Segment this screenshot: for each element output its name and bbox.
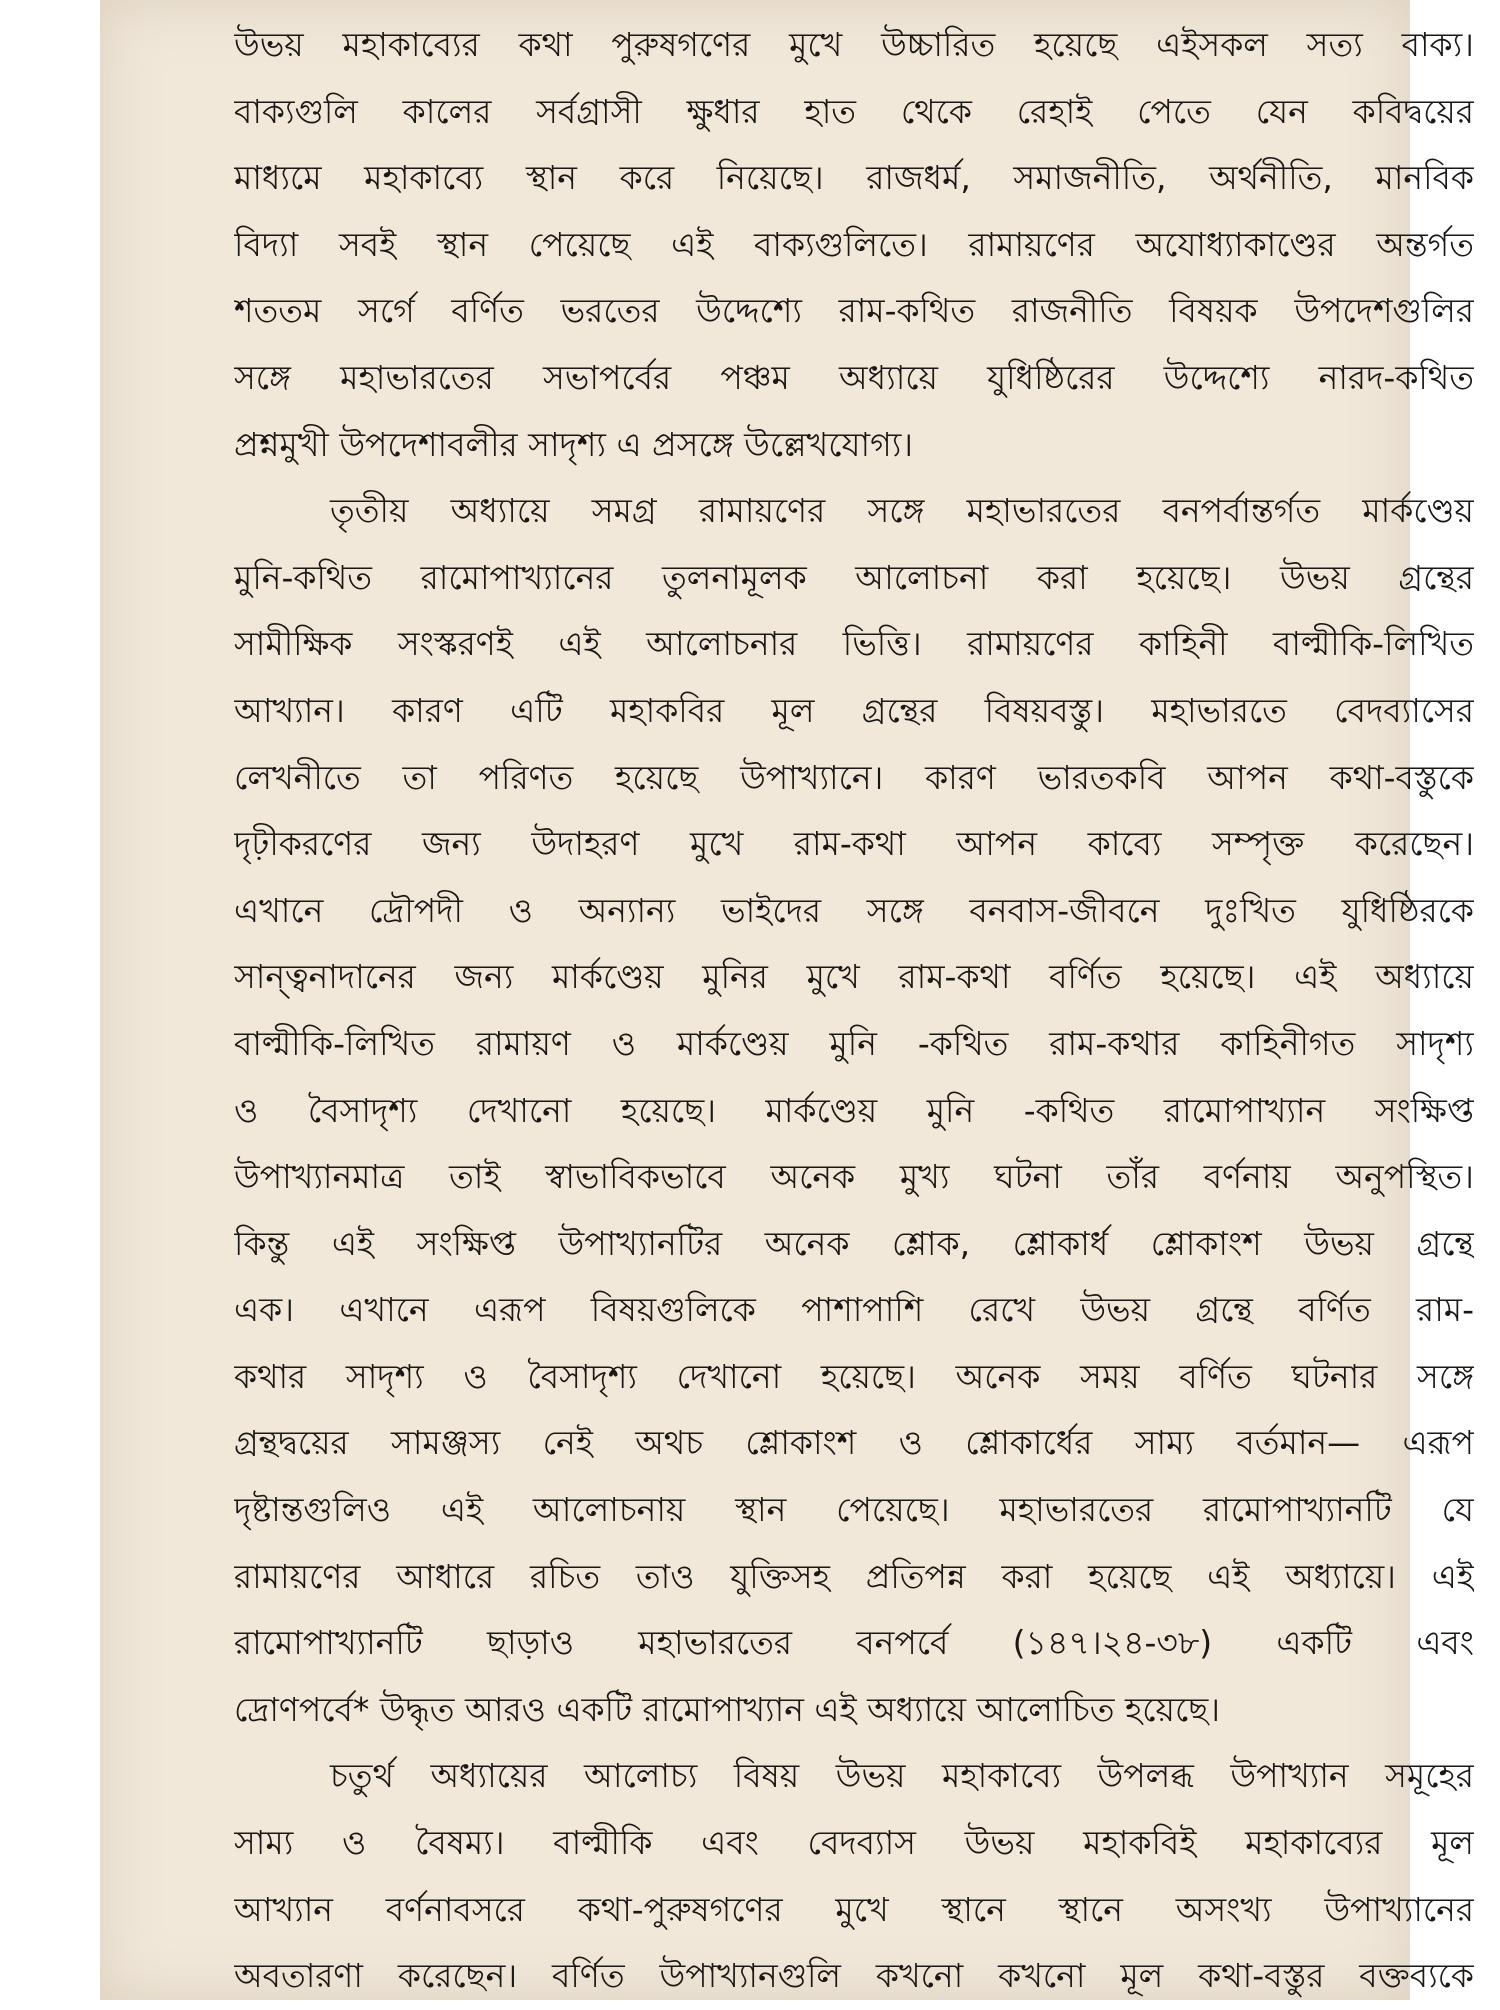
text-line: এক। এখানে এরূপ বিষয়গুলিকে পাশাপাশি রেখে উভয় গ্রন্থে বর্ণিত রাম-: [234, 1290, 1474, 1330]
text-line: বাক্যগুলি কালের সর্বগ্রাসী ক্ষুধার হাত থেকে রেহাই পেতে যেন কবিদ্বয়ের: [234, 91, 1474, 131]
text-line: প্রশ্নমুখী উপদেশাবলীর সাদৃশ্য এ প্রসঙ্গে উল্লেখযোগ্য।: [234, 424, 914, 464]
text-line: দ্রোণপর্বে* উদ্ধৃত আরও একটি রামোপাখ্যান এই অধ্যায়ে আলোচিত হয়েছে।: [234, 1689, 1221, 1729]
text-line: বিদ্যা সবই স্থান পেয়েছে এই বাক্যগুলিতে। রামায়ণের অযোধ্যাকাণ্ডের অন্তর্গত: [234, 224, 1474, 264]
text-line: বাল্মীকি-লিখিত রামায়ণ ও মার্কণ্ডেয় মুনি -কথিত রাম-কথার কাহিনীগত সাদৃশ্য: [234, 1023, 1474, 1063]
text-line: উপাখ্যানমাত্র তাই স্বাভাবিকভাবে অনেক মুখ্য ঘটনা তাঁর বর্ণনায় অনুপস্থিত।: [234, 1157, 1474, 1197]
text-line: রামায়ণের আধারে রচিত তাও যুক্তিসহ প্রতিপন্ন করা হয়েছে এই অধ্যায়ে। এই: [234, 1556, 1474, 1596]
text-line: গ্রন্থদ্বয়ের সামঞ্জস্য নেই অথচ শ্লোকাংশ ও শ্লোকার্ধের সাম্য বর্তমান— এরূপ: [234, 1423, 1474, 1463]
text-line: দৃষ্টান্তগুলিও এই আলোচনায় স্থান পেয়েছে। মহাভারতের রামোপাখ্যানটি যে: [234, 1490, 1474, 1530]
text-line: সামীক্ষিক সংস্করণই এই আলোচনার ভিত্তি। রামায়ণের কাহিনী বাল্মীকি-লিখিত: [234, 624, 1474, 664]
text-line: লেখনীতে তা পরিণত হয়েছে উপাখ্যানে। কারণ ভারতকবি আপন কথা-বস্তুকে: [234, 757, 1474, 797]
paragraph-start-line: তৃতীয় অধ্যায়ে সমগ্র রামায়ণের সঙ্গে মহাভারতের বনপর্বান্তর্গত মার্কণ্ডেয়: [330, 491, 1474, 531]
text-line: দৃঢ়ীকরণের জন্য উদাহরণ মুখে রাম-কথা আপন কাব্যে সম্পৃক্ত করেছেন।: [234, 824, 1474, 864]
paragraph-start-line: চতুর্থ অধ্যায়ের আলোচ্য বিষয় উভয় মহাকাব্যে উপলব্ধ উপাখ্যান সমূহের: [330, 1756, 1474, 1796]
text-line: রামোপাখ্যানটি ছাড়াও মহাভারতের বনপর্বে (১৪৭।২৪-৩৮) একটি এবং: [234, 1623, 1474, 1663]
text-line: উভয় মহাকাব্যের কথা পুরুষগণের মুখে উচ্চারিত হয়েছে এইসকল সত্য বাক্য।: [234, 25, 1474, 64]
text-line: ও বৈসাদৃশ্য দেখানো হয়েছে। মার্কণ্ডেয় মুনি -কথিত রামোপাখ্যান সংক্ষিপ্ত: [234, 1090, 1474, 1130]
book-page: [100, 0, 1474, 2000]
text-line: আখ্যান। কারণ এটি মহাকবির মূল গ্রন্থের বিষয়বস্তু। মহাভারতে বেদব্যাসের: [234, 690, 1474, 730]
text-line: কিন্তু এই সংক্ষিপ্ত উপাখ্যানটির অনেক শ্লোক, শ্লোকার্ধ শ্লোকাংশ উভয় গ্রন্থে: [234, 1223, 1474, 1263]
body-text: [234, 12, 1474, 2010]
text-line: শততম সর্গে বর্ণিত ভরতের উদ্দেশ্যে রাম-কথিত রাজনীতি বিষয়ক উপদেশগুলির: [234, 291, 1474, 331]
text-line: মাধ্যমে মহাকাব্যে স্থান করে নিয়েছে। রাজধর্ম, সমাজনীতি, অর্থনীতি, মানবিক: [234, 158, 1474, 198]
text-line: মুনি-কথিত রামোপাখ্যানের তুলনামূলক আলোচনা করা হয়েছে। উভয় গ্রন্থের: [234, 557, 1474, 597]
text-line: অবতারণা করেছেন। বর্ণিত উপাখ্যানগুলি কখনো কখনো মূল কথা-বস্তুর বক্তব্যকে: [234, 1956, 1474, 1996]
text-line: কথার সাদৃশ্য ও বৈসাদৃশ্য দেখানো হয়েছে। অনেক সময় বর্ণিত ঘটনার সঙ্গে: [234, 1356, 1474, 1396]
text-line: আখ্যান বর্ণনাবসরে কথা-পুরুষগণের মুখে স্থানে স্থানে অসংখ্য উপাখ্যানের: [234, 1889, 1474, 1929]
text-line: এখানে দ্রৌপদী ও অন্যান্য ভাইদের সঙ্গে বনবাস-জীবনে দুঃখিত যুধিষ্ঠিরকে: [234, 890, 1474, 930]
text-line: সান্ত্বনাদানের জন্য মার্কণ্ডেয় মুনির মুখে রাম-কথা বর্ণিত হয়েছে। এই অধ্যায়ে: [234, 957, 1474, 997]
text-line: সাম্য ও বৈষম্য। বাল্মীকি এবং বেদব্যাস উভয় মহাকবিই মহাকাব্যের মূল: [234, 1823, 1474, 1863]
text-line: সঙ্গে মহাভারতের সভাপর্বের পঞ্চম অধ্যায়ে যুধিষ্ঠিরের উদ্দেশ্যে নারদ-কথিত: [234, 357, 1474, 397]
